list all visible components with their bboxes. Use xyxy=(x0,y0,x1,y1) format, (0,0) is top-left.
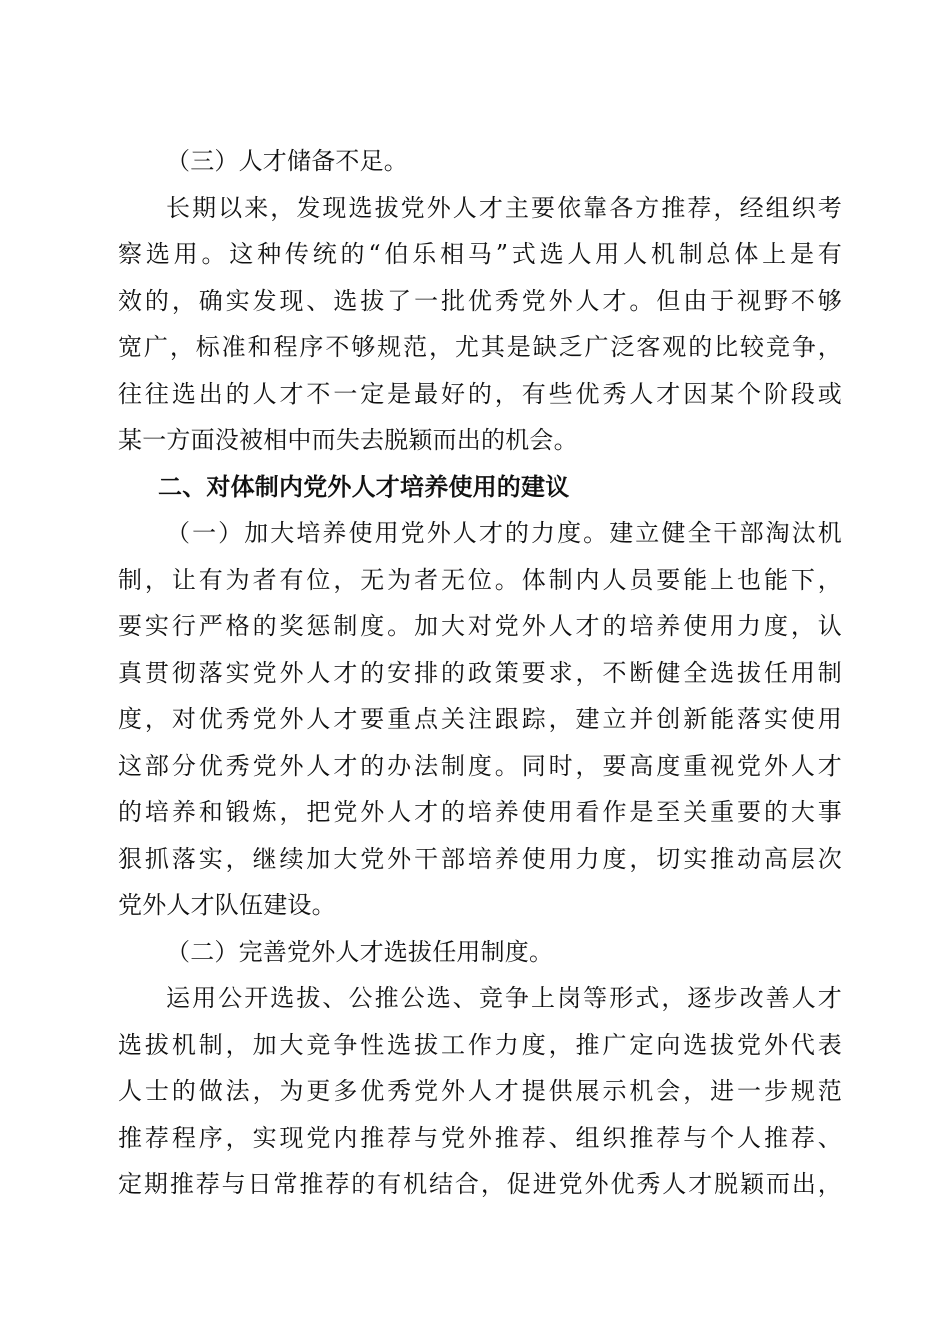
paragraph-line: （一）加大培养使用党外人才的力度。建立健全干部淘汰机 xyxy=(166,519,842,547)
paragraph-line: 选拔机制，加大竞争性选拔工作力度，推广定向选拔党外代表 xyxy=(118,1030,842,1059)
paragraph-line: 这部分优秀党外人才的办法制度。同时，要高度重视党外人才 xyxy=(118,751,842,780)
paragraph-line: 效的，确实发现、选拔了一批优秀党外人才。但由于视野不够 xyxy=(118,286,842,315)
paragraph-talent-reserve xyxy=(118,185,842,464)
paragraph-line: 定期推荐与日常推荐的有机结合，促进党外优秀人才脱颖而出， xyxy=(118,1170,842,1198)
paragraph-line: 度，对优秀党外人才要重点关注跟踪，建立并创新能落实使用 xyxy=(118,705,842,733)
subheading-selection-system: （二）完善党外人才选拔任用制度。 xyxy=(166,937,554,966)
paragraph-line: 宽广，标准和程序不够规范，尤其是缺乏广泛客观的比较竞争， xyxy=(118,333,842,361)
subheading-talent-reserve: （三）人才储备不足。 xyxy=(166,147,408,175)
paragraph-selection-system xyxy=(118,975,842,1208)
paragraph-line: 运用公开选拔、公推公选、竞争上岗等形式，逐步改善人才 xyxy=(166,984,842,1012)
paragraph-training-use xyxy=(118,510,842,929)
paragraph-line: 真贯彻落实党外人才的安排的政策要求，不断健全选拔任用制 xyxy=(118,658,842,687)
paragraph-line: 推荐程序，实现党内推荐与党外推荐、组织推荐与个人推荐、 xyxy=(118,1123,842,1152)
paragraph-line: 制，让有为者有位，无为者无位。体制内人员要能上也能下， xyxy=(118,565,842,594)
document-page xyxy=(118,138,842,1208)
paragraph-line: 察选用。这种传统的“伯乐相马”式选人用人机制总体上是有 xyxy=(118,240,842,268)
paragraph-line: 往往选出的人才不一定是最好的，有些优秀人才因某个阶段或 xyxy=(118,379,842,408)
paragraph-line: 的培养和锻炼，把党外人才的培养使用看作是至关重要的大事 xyxy=(118,798,842,826)
paragraph-line: 长期以来，发现选拔党外人才主要依靠各方推荐，经组织考 xyxy=(166,193,842,222)
section-heading-suggestions: 二、对体制内党外人才培养使用的建议 xyxy=(158,472,570,501)
paragraph-line: 党外人才队伍建设。 xyxy=(118,891,336,919)
paragraph-line: 某一方面没被相中而失去脱颖而出的机会。 xyxy=(118,426,578,454)
paragraph-line: 人士的做法，为更多优秀党外人才提供展示机会，进一步规范 xyxy=(118,1077,842,1105)
paragraph-line: 狠抓落实，继续加大党外干部培养使用力度，切实推动高层次 xyxy=(118,844,842,873)
paragraph-line: 要实行严格的奖惩制度。加大对党外人才的培养使用力度，认 xyxy=(118,612,842,640)
